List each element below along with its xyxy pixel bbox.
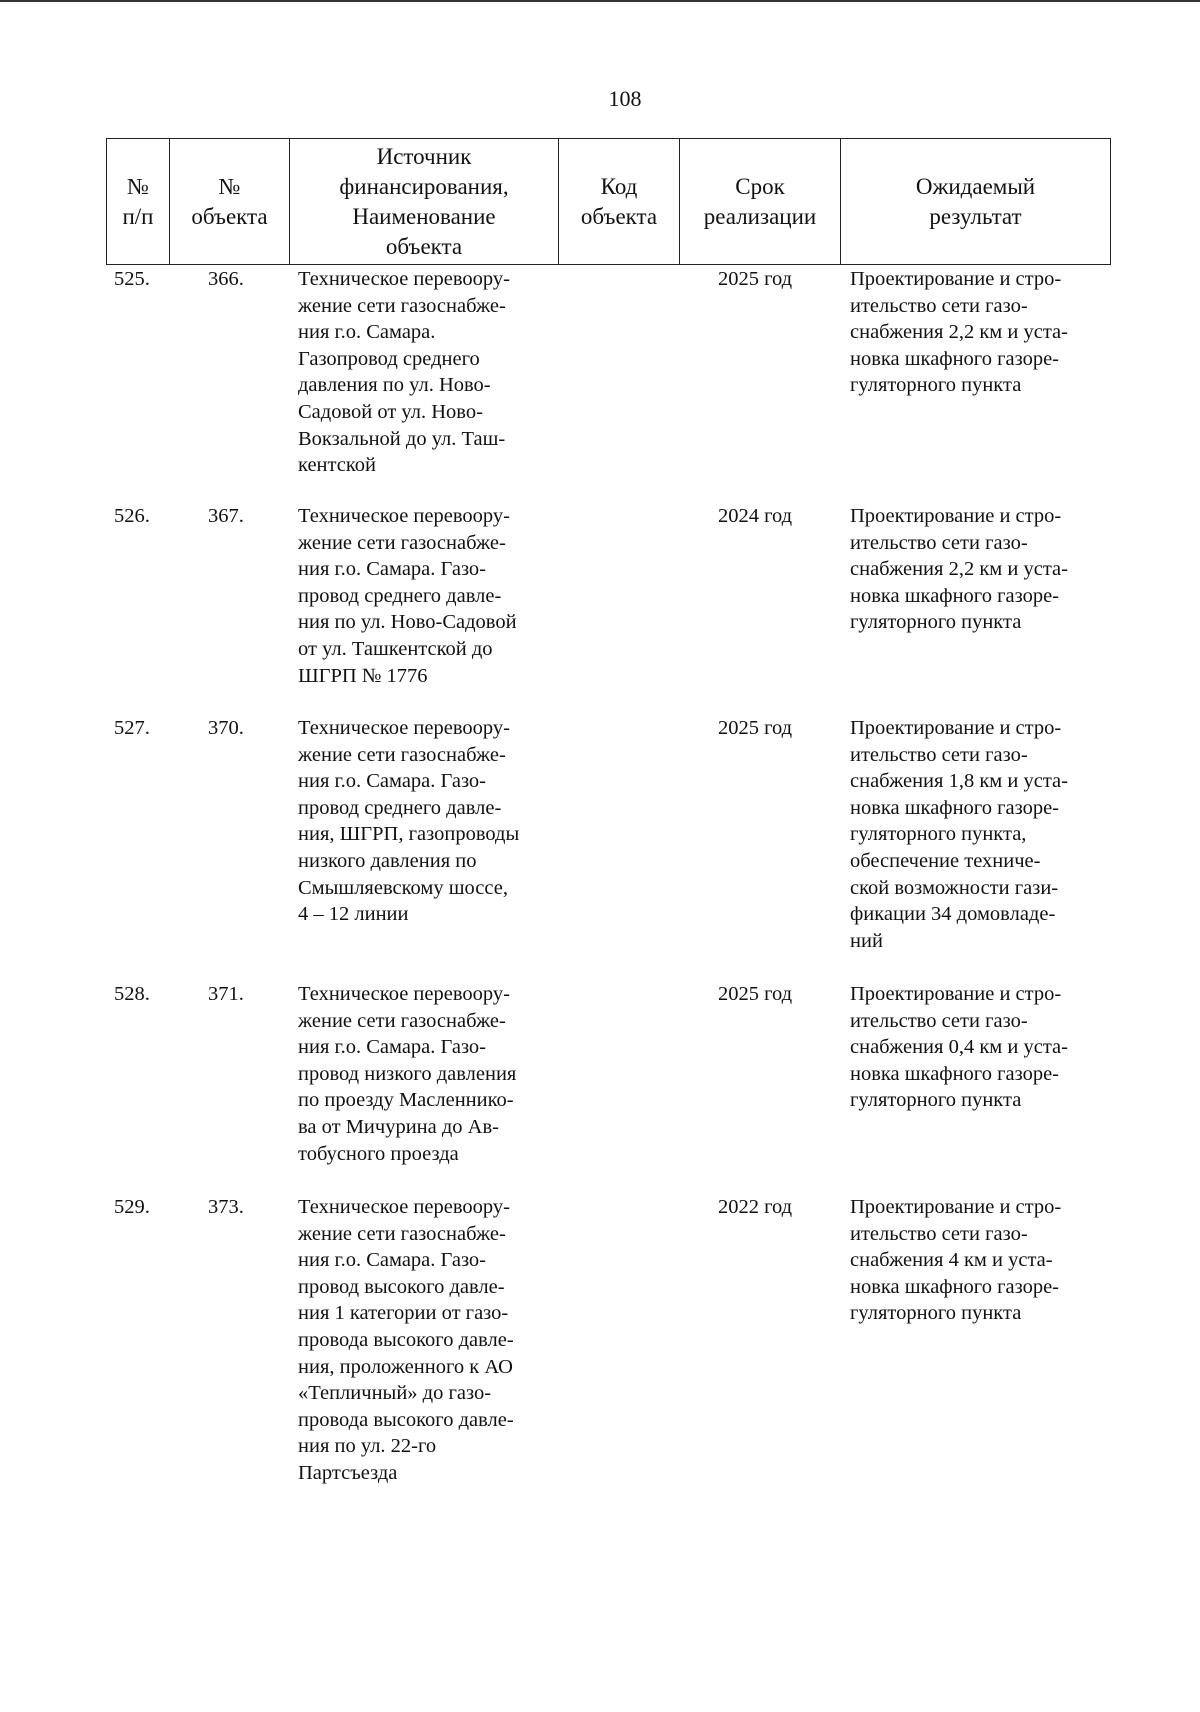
object-name: Техническое перевоору- жение сети газоснабже- ния г.о. Самара. Газо- провод среднего давле- ния по ул. Ново-Садовой от ул. Ташкентской до ШГРП № 1776 [298, 505, 517, 687]
header-row-number: № п/п [107, 139, 170, 265]
implementation-term: 2025 год [718, 983, 793, 1005]
table-row [106, 1194, 1110, 1494]
header-funding-source-name: Источник финансирования, Наименование объекта [290, 139, 559, 265]
table-header [106, 138, 1111, 265]
object-name: Техническое перевоору- жение сети газоснабже- ния г.о. Самара. Газопровод среднего давления по ул. Ново- Садовой от ул. Ново- Вокзальной до ул. Таш- кентской [298, 268, 510, 477]
object-number: 366. [208, 268, 244, 290]
row-number: 529. [114, 1196, 150, 1218]
object-name: Техническое перевоору- жение сети газоснабже- ния г.о. Самара. Газо- провод среднего давле- ния, ШГРП, газопроводы низкого давления по Смышляевскому шоссе, 4 – 12 линии [298, 717, 520, 926]
implementation-term: 2025 год [718, 268, 793, 290]
implementation-term: 2025 год [718, 717, 793, 739]
expected-result: Проектирование и стро- ительство сети газо- снабжения 2,2 км и уста- новка шкафного газоре- гуляторного пункта [850, 268, 1068, 397]
expected-result: Проектирование и стро- ительство сети газо- снабжения 4 км и уста- новка шкафного газоре- гуляторного пункта [850, 1196, 1062, 1325]
object-number: 367. [208, 505, 244, 527]
header-object-number: № объекта [170, 139, 290, 265]
object-number: 370. [208, 717, 244, 739]
object-name: Техническое перевоору- жение сети газоснабже- ния г.о. Самара. Газо- провод низкого давления по проезду Масленнико- ва от Мичурина до Ав- тобусного проезда [298, 983, 517, 1165]
row-number: 528. [114, 983, 150, 1005]
row-number: 527. [114, 717, 150, 739]
header-expected-result: Ожидаемый результат [841, 139, 1111, 265]
table-body [106, 266, 1110, 1494]
object-number: 371. [208, 983, 244, 1005]
expected-result: Проектирование и стро- ительство сети газо- снабжения 0,4 км и уста- новка шкафного газоре- гуляторного пункта [850, 983, 1068, 1112]
expected-result: Проектирование и стро- ительство сети газо- снабжения 1,8 км и уста- новка шкафного газоре- гуляторного пункта, обеспечение техниче- ской возможности гази- фикации 34 домовладе- ний [850, 717, 1068, 952]
header-object-code: Код объекта [559, 139, 680, 265]
table-row [106, 981, 1110, 1194]
top-rule [0, 0, 1200, 2]
expected-result: Проектирование и стро- ительство сети газо- снабжения 2,2 км и уста- новка шкафного газоре- гуляторного пункта [850, 505, 1068, 634]
page-number: 108 [608, 86, 642, 111]
object-name: Техническое перевоору- жение сети газоснабже- ния г.о. Самара. Газо- провод высокого давле- ния 1 категории от газо- провода высокого давле- ния, проложенного к АО «Тепличный» до газо- провода высокого давле- ния по ул. 22-го Партсъезда [298, 1196, 514, 1484]
header-implementation-term: Срок реализации [680, 139, 841, 265]
implementation-term: 2022 год [718, 1196, 793, 1218]
implementation-term: 2024 год [718, 505, 793, 527]
object-number: 373. [208, 1196, 244, 1218]
row-number: 525. [114, 268, 150, 290]
table-row [106, 503, 1110, 715]
table-row [106, 715, 1110, 981]
row-number: 526. [114, 505, 150, 527]
table-row [106, 266, 1110, 503]
